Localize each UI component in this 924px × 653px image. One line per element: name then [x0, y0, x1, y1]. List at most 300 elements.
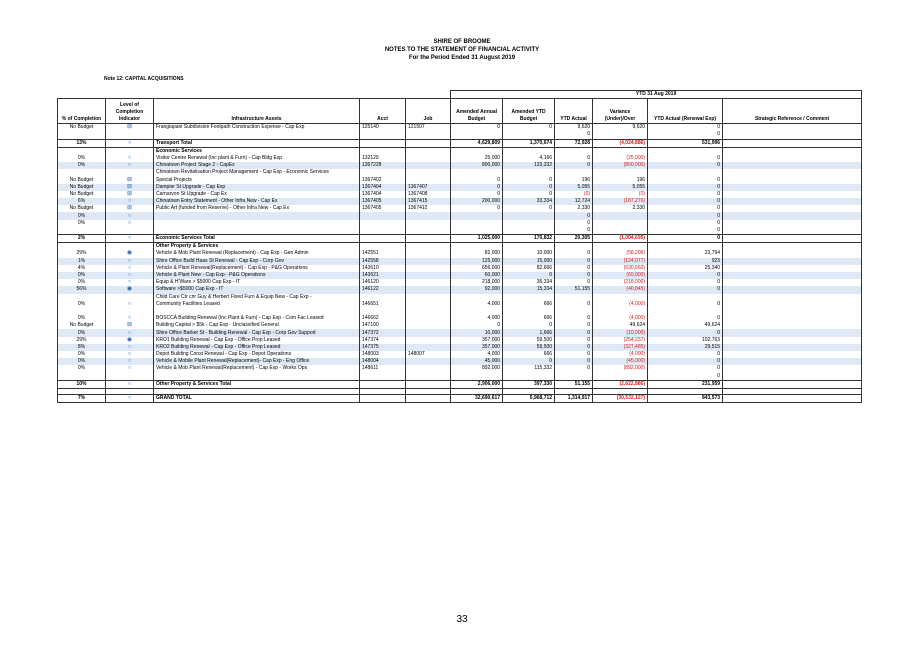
completion-cell: 0%	[58, 358, 106, 365]
job-cell	[406, 272, 451, 279]
ytd-budget-cell	[503, 169, 555, 176]
budget-cell: 2,906,000	[451, 380, 503, 388]
asset-cell	[154, 220, 360, 227]
variance-cell	[593, 373, 648, 381]
asset-cell	[154, 212, 360, 219]
table-row	[58, 315, 862, 322]
asset-cell: Chinatown Project Stage 2 - CapEx	[154, 162, 360, 169]
ytd-budget-cell: 10,000	[503, 250, 555, 257]
indicator-cell	[106, 294, 154, 301]
completion-cell: 29%	[58, 337, 106, 344]
acct-cell: 1367228	[360, 162, 406, 169]
progress-circle-icon: ○	[127, 329, 132, 336]
strategic-cell	[723, 315, 862, 322]
progress-circle-icon: ○	[127, 212, 132, 219]
budget-cell: 218,000	[451, 279, 503, 286]
ytd-budget-cell	[503, 131, 555, 139]
renewal-cell: 0	[648, 301, 723, 308]
table-row	[58, 169, 862, 176]
strategic-cell	[723, 301, 862, 308]
ytd-budget-cell	[503, 212, 555, 219]
budget-cell: 656,000	[451, 265, 503, 272]
asset-cell: Shire Office Build Haas St Renewal - Cap Exp - Corp Gov	[154, 258, 360, 265]
ytd-budget-cell: 115,332	[503, 365, 555, 372]
asset-cell: Vehicle & Plant Renewal(Replacement) - Cap Exp - P&G Operations	[154, 265, 360, 272]
table-row	[58, 177, 862, 184]
acct-cell: 1367404	[360, 191, 406, 198]
ytd-actual-cell: 0	[555, 220, 593, 227]
completion-cell: 6%	[58, 198, 106, 205]
budget-cell: 0	[451, 177, 503, 184]
budget-cell	[451, 243, 503, 251]
renewal-cell: 0	[648, 286, 723, 293]
org-name: SHIRE OF BROOME	[433, 39, 491, 45]
budget-cell: 4,000	[451, 301, 503, 308]
completion-cell	[58, 227, 106, 235]
indicator-cell	[106, 344, 154, 351]
variance-cell: (4,000)	[593, 351, 648, 358]
completion-cell: 29%	[58, 250, 106, 257]
variance-cell: (30,532,127)	[593, 394, 648, 402]
ytd-budget-cell: 0	[503, 124, 555, 132]
completion-cell	[58, 147, 106, 155]
ytd-budget-cell: 397,330	[503, 380, 555, 388]
acct-cell	[360, 294, 406, 301]
asset-cell: Transport Total	[154, 139, 360, 147]
progress-circle-icon: ○	[127, 358, 132, 365]
table-row	[58, 351, 862, 358]
strategic-cell	[723, 265, 862, 272]
no-budget-icon: ⊠	[126, 205, 133, 212]
completion-cell	[58, 294, 106, 301]
indicator-cell	[106, 322, 154, 329]
job-cell	[406, 243, 451, 251]
acct-cell: 146122	[360, 286, 406, 293]
ytd-actual-cell: 0	[555, 322, 593, 329]
completion-cell: 0%	[58, 272, 106, 279]
job-cell	[406, 344, 451, 351]
strategic-cell	[723, 131, 862, 139]
budget-cell: 4,000	[451, 351, 503, 358]
ytd-actual-cell: 0	[555, 351, 593, 358]
renewal-cell: 231,959	[648, 380, 723, 388]
job-cell	[406, 155, 451, 162]
budget-cell	[451, 294, 503, 301]
renewal-cell: 0	[648, 155, 723, 162]
progress-circle-icon: ○	[127, 395, 132, 402]
no-budget-icon: ⊠	[126, 176, 133, 183]
completion-cell: 7%	[58, 394, 106, 402]
table-row	[58, 322, 862, 329]
acct-cell	[360, 243, 406, 251]
acct-cell	[360, 169, 406, 176]
variance-cell	[593, 212, 648, 219]
variance-cell: (58,206)	[593, 250, 648, 257]
ytd-actual-cell	[555, 373, 593, 381]
indicator-cell	[106, 147, 154, 155]
strategic-cell	[723, 155, 862, 162]
renewal-cell	[648, 243, 723, 251]
col-amended-ytd: Amended YTD Budget	[503, 99, 555, 124]
renewal-cell: 0	[648, 358, 723, 365]
strategic-cell	[723, 380, 862, 388]
asset-cell: Public Art (funded from Reserve) - Other Infra New - Cap Ex	[154, 205, 360, 212]
budget-cell: 1,025,000	[451, 235, 503, 243]
budget-cell: 0	[451, 322, 503, 329]
table-row	[58, 205, 862, 212]
completion-cell: 0%	[58, 351, 106, 358]
completion-cell: 0%	[58, 212, 106, 219]
completion-cell: 0%	[58, 329, 106, 336]
table-row	[58, 198, 862, 205]
indicator-cell	[106, 124, 154, 132]
progress-dot-icon: ◉	[126, 286, 133, 293]
ytd-budget-cell	[503, 243, 555, 251]
variance-cell: (892,000)	[593, 365, 648, 372]
variance-cell	[593, 220, 648, 227]
renewal-cell	[648, 294, 723, 301]
ytd-budget-cell: 170,832	[503, 235, 555, 243]
indicator-cell	[106, 198, 154, 205]
table-row	[58, 212, 862, 219]
acct-cell: 125140	[360, 124, 406, 132]
col-indicator: Level of Completion Indicator	[106, 99, 154, 124]
indicator-cell	[106, 235, 154, 243]
strategic-cell	[723, 365, 862, 372]
ytd-budget-cell: 666	[503, 301, 555, 308]
strategic-cell	[723, 124, 862, 132]
no-budget-icon: ⊠	[126, 124, 133, 131]
progress-circle-icon: ○	[127, 162, 132, 169]
budget-cell: 82,000	[451, 250, 503, 257]
budget-cell: 4,629,809	[451, 139, 503, 147]
asset-cell: Other Property & Services Total	[154, 380, 360, 388]
note-title: Note 12: CAPITAL ACQUISITIONS	[104, 76, 184, 82]
acct-cell: 148611	[360, 365, 406, 372]
progress-circle-icon: ○	[127, 343, 132, 350]
ytd-budget-cell: 59,500	[503, 337, 555, 344]
ytd-actual-cell: 0	[555, 258, 593, 265]
variance-cell	[593, 169, 648, 176]
table-row	[58, 235, 862, 243]
table-row	[58, 358, 862, 365]
ytd-budget-cell: 82,666	[503, 265, 555, 272]
variance-cell: 196	[593, 177, 648, 184]
progress-circle-icon: ○	[127, 380, 132, 387]
ytd-actual-cell: 0	[555, 227, 593, 235]
ytd-budget-cell	[503, 220, 555, 227]
budget-cell: 200,000	[451, 198, 503, 205]
progress-circle-icon: ○	[127, 272, 132, 279]
renewal-cell: 0	[648, 329, 723, 336]
col-ytd-actual: YTD Actual	[555, 99, 593, 124]
variance-cell: (10,000)	[593, 329, 648, 336]
completion-cell: No Budget	[58, 322, 106, 329]
completion-cell	[58, 169, 106, 176]
ytd-budget-cell: 4,166	[503, 155, 555, 162]
completion-cell: 0%	[58, 301, 106, 308]
budget-cell: 25,000	[451, 155, 503, 162]
ytd-budget-cell: 15,334	[503, 286, 555, 293]
renewal-cell	[648, 147, 723, 155]
no-budget-icon: ⊠	[126, 183, 133, 190]
acct-cell: 148004	[360, 358, 406, 365]
acct-cell	[360, 139, 406, 147]
acct-cell	[360, 147, 406, 155]
acct-cell: 1367405	[360, 205, 406, 212]
asset-cell: Frangiapani Subdivision Footpath Construction Expense - Cap Exp	[154, 124, 360, 132]
asset-cell: Chinatown Entry Statement - Other Infra New - Cap Ex	[154, 198, 360, 205]
ytd-actual-cell: 1,314,917	[555, 394, 593, 402]
asset-cell: Vehicle & Mob Plant Renewal (Replacement) - Cap Exp - Gen Admin	[154, 250, 360, 257]
asset-cell	[154, 227, 360, 235]
indicator-cell	[106, 337, 154, 344]
acct-cell: 147374	[360, 337, 406, 344]
asset-cell: Equip & H'Ware > $5000 Cap Exp - IT	[154, 279, 360, 286]
completion-cell: 0%	[58, 155, 106, 162]
variance-cell: (25,000)	[593, 155, 648, 162]
page-number: 33	[456, 614, 468, 625]
job-cell: 1367412	[406, 205, 451, 212]
ytd-budget-cell: 33,334	[503, 198, 555, 205]
ytd-actual-cell: 0	[555, 315, 593, 322]
job-cell: 1367415	[406, 198, 451, 205]
renewal-cell: 0	[648, 351, 723, 358]
variance-cell: 2,330	[593, 205, 648, 212]
table-row	[58, 286, 862, 293]
indicator-cell	[106, 169, 154, 176]
renewal-cell: 0	[648, 220, 723, 227]
variance-cell: (327,485)	[593, 344, 648, 351]
progress-circle-icon: ○	[127, 365, 132, 372]
budget-cell	[451, 227, 503, 235]
job-cell	[406, 250, 451, 257]
acct-cell	[360, 394, 406, 402]
variance-cell: (45,000)	[593, 358, 648, 365]
ytd-actual-cell: 196	[555, 177, 593, 184]
acct-cell	[360, 308, 406, 315]
job-cell	[406, 147, 451, 155]
acct-cell	[360, 212, 406, 219]
strategic-cell	[723, 344, 862, 351]
job-cell: 121507	[406, 124, 451, 132]
acct-cell: 146120	[360, 279, 406, 286]
indicator-cell	[106, 227, 154, 235]
renewal-cell	[648, 308, 723, 315]
renewal-cell	[648, 169, 723, 176]
indicator-cell	[106, 177, 154, 184]
asset-cell: Software >$5000 Cap Exp - IT	[154, 286, 360, 293]
table-body	[58, 124, 862, 403]
variance-cell: (0)	[593, 191, 648, 198]
report-period: For the Period Ended 31 August 2019	[408, 55, 516, 61]
ytd-budget-cell: 0	[503, 272, 555, 279]
table-row	[58, 131, 862, 139]
job-cell	[406, 315, 451, 322]
variance-cell: (124,077)	[593, 258, 648, 265]
indicator-cell	[106, 351, 154, 358]
strategic-cell	[723, 169, 862, 176]
renewal-cell: 0	[648, 177, 723, 184]
ytd-budget-cell: 0	[503, 191, 555, 198]
variance-cell: 9,620	[593, 124, 648, 132]
job-cell	[406, 177, 451, 184]
budget-cell: 10,000	[451, 329, 503, 336]
indicator-cell	[106, 329, 154, 336]
asset-cell: Special Projects	[154, 177, 360, 184]
ytd-actual-cell: 0	[555, 155, 593, 162]
completion-cell: 56%	[58, 286, 106, 293]
acct-cell: 1367405	[360, 198, 406, 205]
indicator-cell	[106, 265, 154, 272]
job-cell	[406, 322, 451, 329]
budget-cell: 32,690,617	[451, 394, 503, 402]
renewal-cell: 23,794	[648, 250, 723, 257]
strategic-cell	[723, 272, 862, 279]
asset-cell	[154, 373, 360, 381]
asset-cell: Depot Building Const Renewal - Cap Exp - Depot Operations	[154, 351, 360, 358]
ytd-actual-cell: 20,305	[555, 235, 593, 243]
renewal-cell: 0	[648, 191, 723, 198]
variance-cell: (4,000)	[593, 301, 648, 308]
budget-cell: 60,000	[451, 272, 503, 279]
asset-cell: Vehicle & Mobile Plant Renewal(Replacement)- Cap Exp - Eng Office	[154, 358, 360, 365]
budget-cell	[451, 308, 503, 315]
job-cell	[406, 265, 451, 272]
variance-cell: (800,000)	[593, 162, 648, 169]
completion-cell: 8%	[58, 344, 106, 351]
asset-cell: Other Property & Services	[154, 243, 360, 251]
indicator-cell	[106, 279, 154, 286]
acct-cell: 142551	[360, 250, 406, 257]
ytd-budget-cell: 0	[503, 205, 555, 212]
progress-circle-icon: ○	[127, 264, 132, 271]
renewal-cell: 0	[648, 212, 723, 219]
indicator-cell	[106, 286, 154, 293]
table-row	[58, 272, 862, 279]
table-row	[58, 250, 862, 257]
strategic-cell	[723, 337, 862, 344]
completion-cell: No Budget	[58, 177, 106, 184]
budget-cell: 0	[451, 124, 503, 132]
acct-cell: 1367402	[360, 177, 406, 184]
job-cell	[406, 169, 451, 176]
acct-cell: 147375	[360, 344, 406, 351]
job-cell	[406, 301, 451, 308]
indicator-cell	[106, 131, 154, 139]
ytd-actual-cell: 72,928	[555, 139, 593, 147]
acct-cell: 148003	[360, 351, 406, 358]
table-row	[58, 394, 862, 402]
job-cell: 1367407	[406, 184, 451, 191]
acct-cell	[360, 227, 406, 235]
asset-cell: Community Facilities Leased	[154, 301, 360, 308]
variance-cell: 5,055	[593, 184, 648, 191]
job-cell	[406, 279, 451, 286]
col-variance: Variance (Under)/Over	[593, 99, 648, 124]
asset-cell: BOSCCA Building Renewal (Inc Plant & Furn) - Cap Exp - Com Fac Leased	[154, 315, 360, 322]
report-header	[0, 38, 924, 62]
job-cell	[406, 380, 451, 388]
budget-cell: 125,000	[451, 258, 503, 265]
acct-cell: 146662	[360, 315, 406, 322]
renewal-cell: 0	[648, 235, 723, 243]
budget-cell: 92,000	[451, 286, 503, 293]
budget-cell: 800,000	[451, 162, 503, 169]
completion-cell: 10%	[58, 380, 106, 388]
job-cell: 1367408	[406, 191, 451, 198]
job-cell	[406, 258, 451, 265]
progress-dot-icon: ◉	[126, 336, 133, 343]
indicator-cell	[106, 380, 154, 388]
ytd-actual-cell: 0	[555, 329, 593, 336]
table-row	[58, 265, 862, 272]
ytd-actual-cell: 12,724	[555, 198, 593, 205]
strategic-cell	[723, 279, 862, 286]
asset-cell: Building Capital > $5k - Cap Exp - Unclassified General	[154, 322, 360, 329]
renewal-cell: 0	[648, 227, 723, 235]
ytd-actual-cell: 0	[555, 131, 593, 139]
budget-cell: 0	[451, 184, 503, 191]
ytd-budget-cell: 0	[503, 358, 555, 365]
completion-cell: 0%	[58, 162, 106, 169]
progress-circle-icon: ○	[127, 257, 132, 264]
strategic-cell	[723, 235, 862, 243]
job-cell	[406, 337, 451, 344]
col-completion: % of Completion	[58, 99, 106, 124]
budget-cell: 357,000	[451, 337, 503, 344]
indicator-cell	[106, 358, 154, 365]
completion-cell	[58, 373, 106, 381]
table-row	[58, 329, 862, 336]
renewal-cell: 0	[648, 184, 723, 191]
no-budget-icon: ⊠	[126, 322, 133, 329]
renewal-cell: 0	[648, 279, 723, 286]
ytd-budget-cell	[503, 227, 555, 235]
ytd-actual-cell	[555, 169, 593, 176]
ytd-budget-cell	[503, 308, 555, 315]
strategic-cell	[723, 191, 862, 198]
progress-circle-icon: ○	[127, 219, 132, 226]
variance-cell	[593, 227, 648, 235]
strategic-cell	[723, 212, 862, 219]
ytd-actual-cell: 0	[555, 162, 593, 169]
renewal-cell: 0	[648, 315, 723, 322]
indicator-cell	[106, 373, 154, 381]
ytd-actual-cell: 0	[555, 272, 593, 279]
ytd-actual-cell: (0)	[555, 191, 593, 198]
renewal-cell: 49,624	[648, 322, 723, 329]
table-row	[58, 243, 862, 251]
indicator-cell	[106, 212, 154, 219]
indicator-cell	[106, 308, 154, 315]
table-row	[58, 258, 862, 265]
completion-cell: 0%	[58, 315, 106, 322]
acct-cell: 142558	[360, 258, 406, 265]
table-row	[58, 155, 862, 162]
asset-cell: Vehicle & Plant New - Cap Exp - P&G Operations	[154, 272, 360, 279]
acct-cell	[360, 235, 406, 243]
asset-cell: KRO2 Building Renewal - Cap Exp - Office Prop Leased	[154, 344, 360, 351]
variance-cell: (4,024,886)	[593, 139, 648, 147]
indicator-cell	[106, 301, 154, 308]
ytd-actual-cell: 0	[555, 265, 593, 272]
asset-cell: Carnarvon St Upgrade - Cap Ex	[154, 191, 360, 198]
strategic-cell	[723, 220, 862, 227]
table-row	[58, 337, 862, 344]
ytd-actual-cell: 0	[555, 337, 593, 344]
indicator-cell	[106, 258, 154, 265]
